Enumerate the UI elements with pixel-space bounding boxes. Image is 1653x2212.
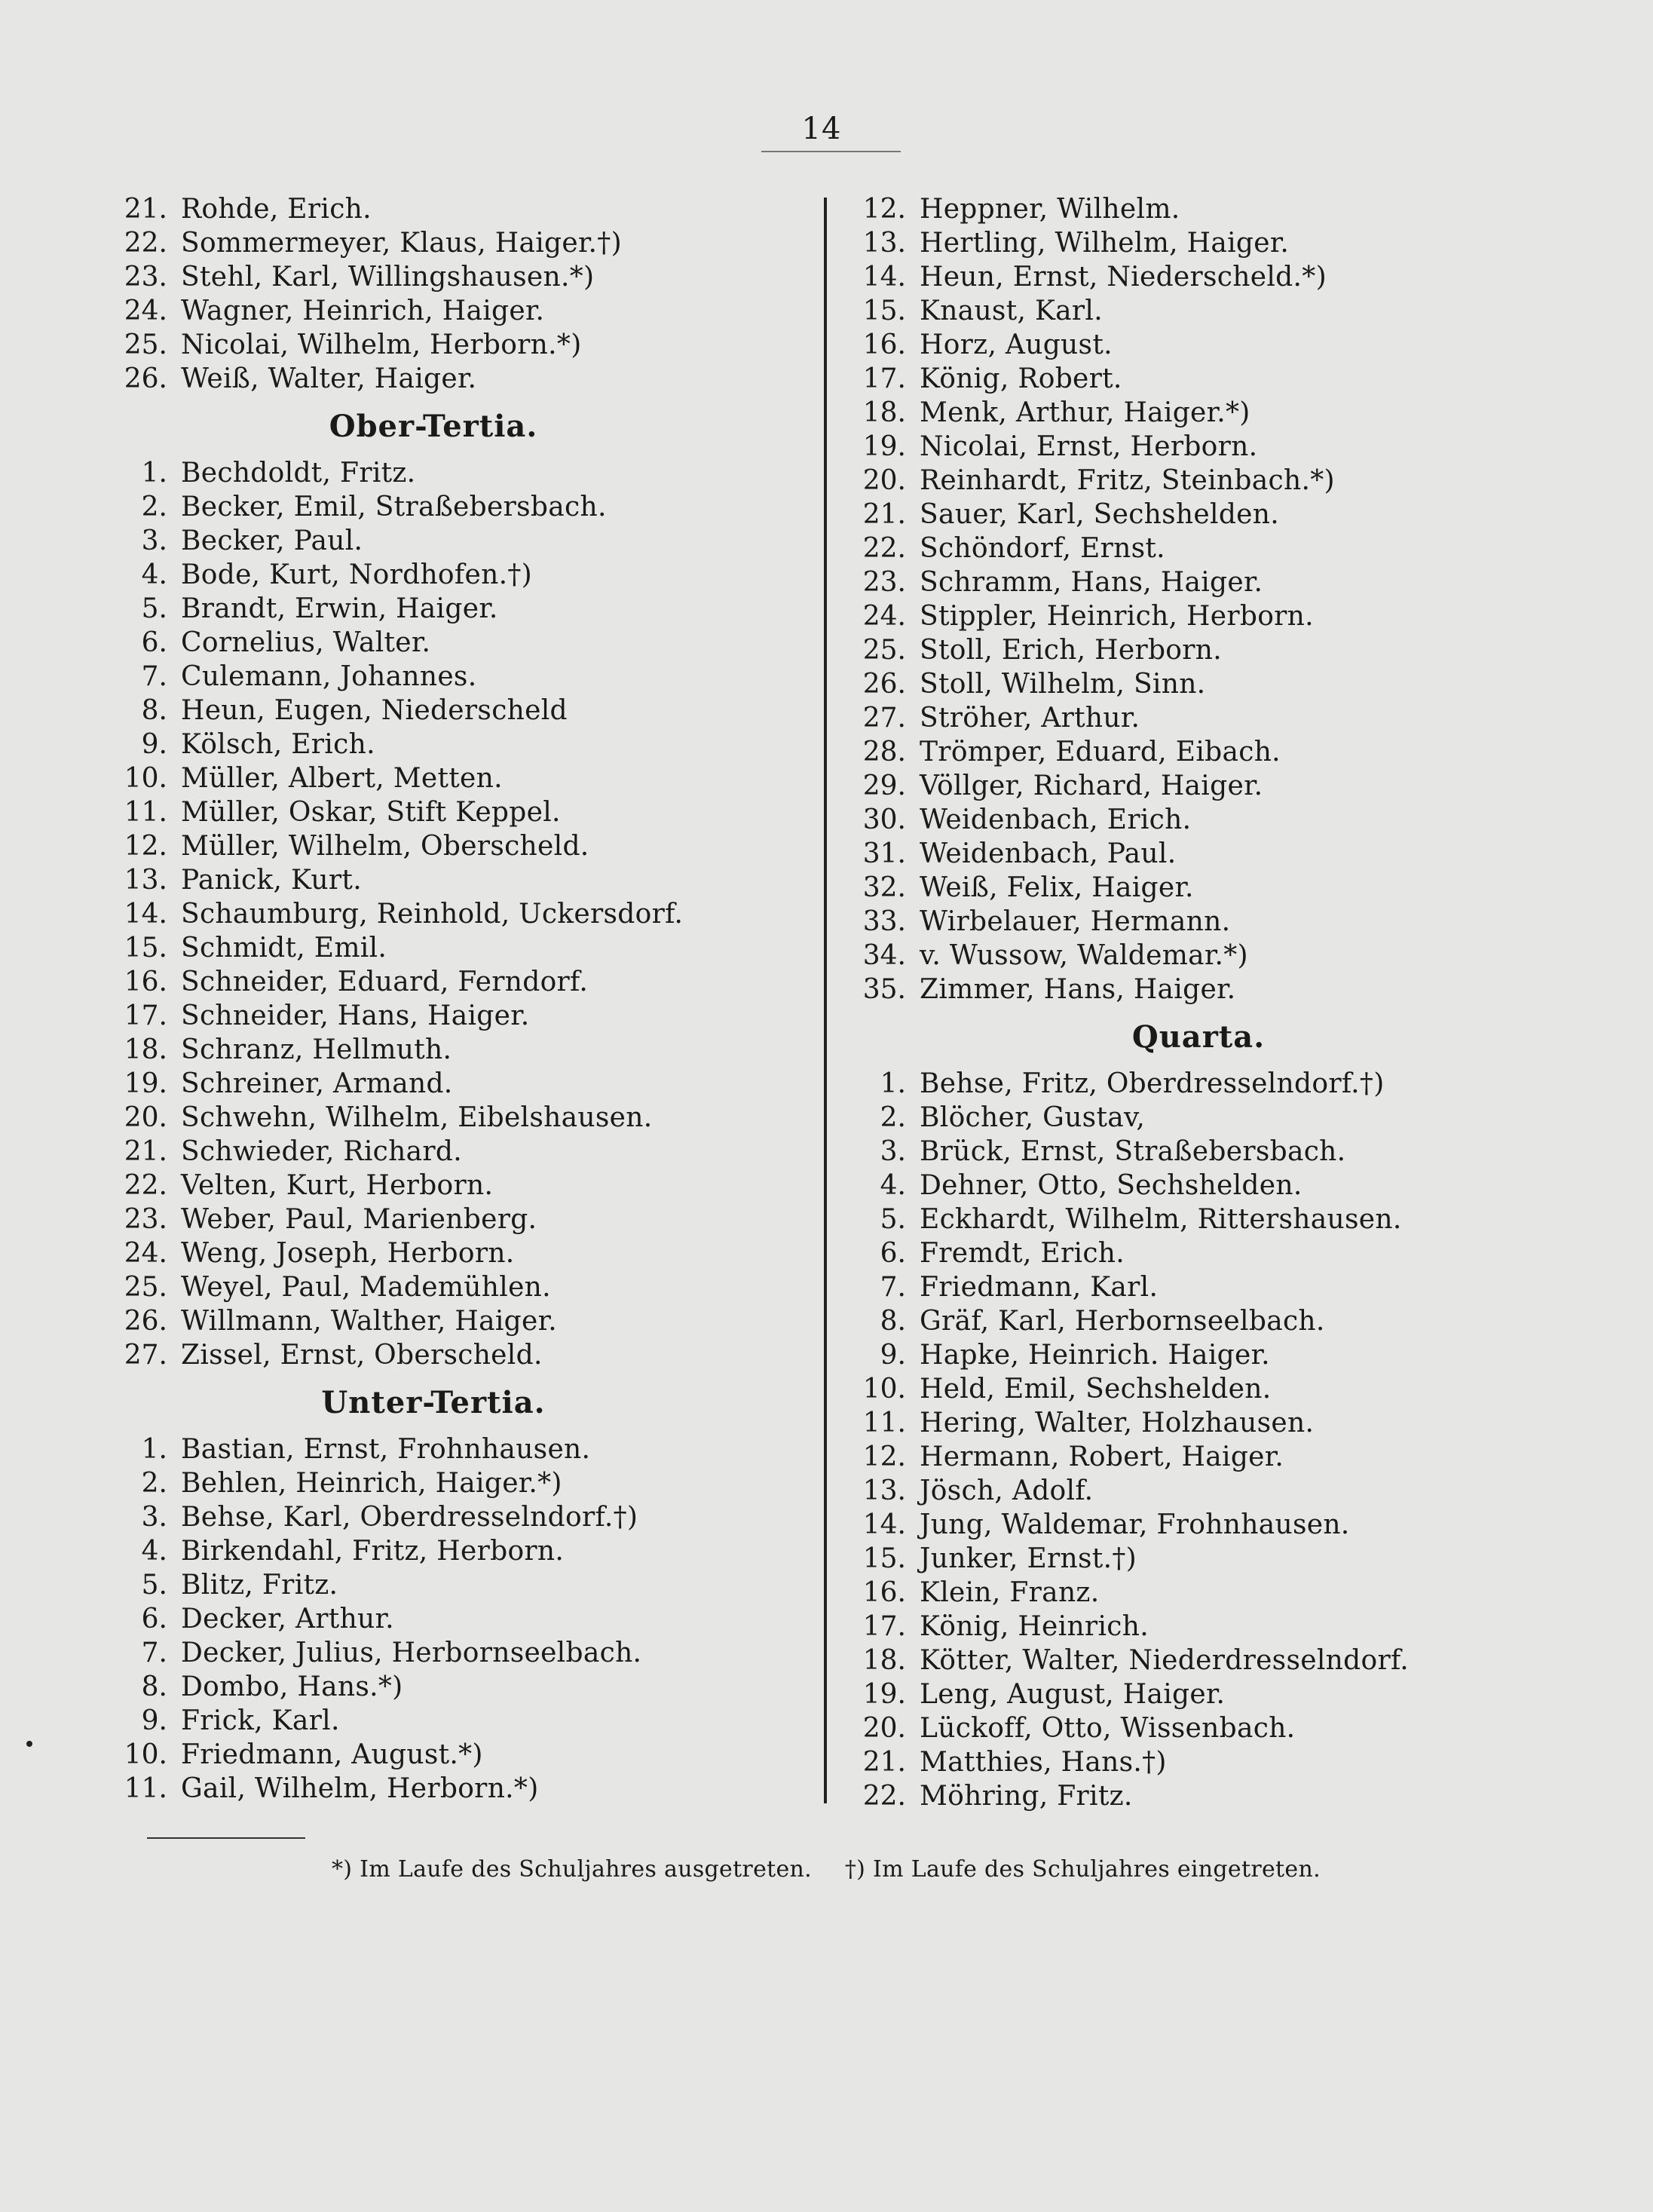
list-item — [837, 837, 1606, 871]
entry-number: 3. — [141, 525, 167, 556]
list-item — [837, 532, 1606, 565]
list-item — [98, 1203, 799, 1236]
list-item — [837, 1644, 1606, 1677]
list-item — [98, 965, 799, 999]
entry-number: 29. — [862, 771, 906, 801]
entry-name: Weiß, Walter, Haiger. — [181, 363, 477, 394]
entry-number: 11. — [862, 1408, 906, 1438]
list-item — [837, 565, 1606, 599]
entry-number: 12. — [124, 831, 167, 862]
list-item — [98, 999, 799, 1033]
list-item — [98, 1704, 799, 1738]
list-item — [98, 863, 799, 897]
right-column — [837, 192, 1606, 1813]
entry-number: 22. — [124, 228, 167, 259]
list-item — [98, 524, 799, 558]
entry-number: 22. — [862, 533, 906, 564]
list-item — [837, 1338, 1606, 1372]
footnote — [332, 1856, 1346, 1883]
list-item — [837, 905, 1606, 939]
list-item — [98, 829, 799, 863]
entry-name: Bode, Kurt, Nordhofen.†) — [181, 559, 533, 590]
entry-name: Knaust, Karl. — [920, 296, 1103, 326]
list-item — [98, 1738, 799, 1772]
list-item — [837, 1270, 1606, 1304]
entry-number: 35. — [862, 974, 906, 1005]
list-item — [98, 694, 799, 728]
entry-number: 9. — [880, 1340, 906, 1371]
list-item — [98, 294, 799, 328]
list-item — [837, 1508, 1606, 1542]
entry-name: Nicolai, Wilhelm, Herborn.*) — [181, 329, 582, 360]
list-item — [837, 939, 1606, 973]
entry-number: 7. — [141, 1638, 167, 1668]
entry-number: 12. — [862, 194, 906, 225]
list-item — [837, 1169, 1606, 1203]
column-divider — [824, 198, 827, 1803]
list-item — [98, 260, 799, 294]
entry-number: 1. — [141, 458, 167, 489]
entry-number: 34. — [862, 940, 906, 971]
list-item — [837, 1304, 1606, 1338]
entry-number: 27. — [124, 1340, 167, 1371]
entry-number: 23. — [124, 262, 167, 293]
entry-name: Bechdoldt, Fritz. — [181, 458, 416, 489]
entry-number: 7. — [880, 1272, 906, 1303]
entry-name: Horz, August. — [920, 329, 1113, 360]
entry-number: 23. — [862, 567, 906, 598]
list-item — [837, 260, 1606, 294]
list-item — [837, 667, 1606, 701]
list-item — [837, 226, 1606, 260]
entry-name: Gräf, Karl, Herbornseelbach. — [920, 1306, 1325, 1337]
entry-number: 21. — [862, 1747, 906, 1778]
list-item — [837, 1440, 1606, 1474]
entry-name: Velten, Kurt, Herborn. — [181, 1170, 494, 1201]
entry-name: Weyel, Paul, Mademühlen. — [181, 1272, 551, 1303]
entry-number: 26. — [862, 669, 906, 700]
entry-number: 10. — [124, 1739, 167, 1770]
list-item — [98, 1432, 799, 1466]
entry-name: Wirbelauer, Hermann. — [920, 906, 1231, 937]
entry-number: 16. — [862, 329, 906, 360]
entry-number: 15. — [862, 1543, 906, 1574]
entry-name: Völlger, Richard, Haiger. — [920, 771, 1263, 801]
list-item — [98, 728, 799, 761]
entry-name: Becker, Emil, Straßebersbach. — [181, 492, 607, 522]
entry-name: Möhring, Fritz. — [920, 1781, 1133, 1812]
entry-number: 24. — [124, 1238, 167, 1269]
list-item — [98, 660, 799, 694]
list-item — [837, 1236, 1606, 1270]
list-item — [837, 464, 1606, 498]
list-item — [98, 897, 799, 931]
list-item — [837, 328, 1606, 362]
entry-name: Zimmer, Hans, Haiger. — [920, 974, 1236, 1005]
entry-name: Zissel, Ernst, Oberscheld. — [181, 1340, 543, 1371]
entry-number: 1. — [880, 1068, 906, 1099]
list-item — [98, 1169, 799, 1203]
entry-name: Schwehn, Wilhelm, Eibelshausen. — [181, 1102, 653, 1133]
list-item — [98, 931, 799, 965]
entry-number: 17. — [124, 1000, 167, 1031]
list-item — [837, 599, 1606, 633]
entry-name: Jösch, Adolf. — [920, 1475, 1094, 1506]
entry-name: Schneider, Hans, Haiger. — [181, 1000, 530, 1031]
entry-number: 15. — [862, 296, 906, 326]
entry-number: 2. — [141, 492, 167, 522]
entry-name: König, Heinrich. — [920, 1611, 1149, 1642]
footnote-right: †) Im Laufe des Schuljahres eingetreten. — [844, 1856, 1321, 1883]
entry-name: Held, Emil, Sechshelden. — [920, 1374, 1272, 1405]
entry-name: Birkendahl, Fritz, Herborn. — [181, 1536, 565, 1567]
entry-name: Hering, Walter, Holzhausen. — [920, 1408, 1315, 1438]
list-item — [98, 1101, 799, 1135]
list-item — [98, 456, 799, 490]
entry-name: Dehner, Otto, Sechshelden. — [920, 1170, 1303, 1201]
list-item — [98, 1304, 799, 1338]
entry-number: 4. — [141, 559, 167, 590]
list-item — [98, 1636, 799, 1670]
entry-number: 14. — [862, 262, 906, 293]
entry-number: 28. — [862, 737, 906, 767]
entry-name: Schneider, Eduard, Ferndorf. — [181, 967, 589, 997]
entry-number: 9. — [141, 1705, 167, 1736]
list-item — [837, 1677, 1606, 1711]
entry-name: Brück, Ernst, Straßebersbach. — [920, 1136, 1346, 1167]
entry-name: Lückoff, Otto, Wissenbach. — [920, 1713, 1296, 1744]
entry-name: Müller, Wilhelm, Oberscheld. — [181, 831, 589, 862]
entry-number: 20. — [124, 1102, 167, 1133]
entry-number: 14. — [124, 899, 167, 930]
entry-number: 21. — [124, 194, 167, 225]
entry-number: 16. — [124, 967, 167, 997]
entry-name: Hapke, Heinrich. Haiger. — [920, 1340, 1270, 1371]
entry-name: Decker, Julius, Herbornseelbach. — [181, 1638, 642, 1668]
list-item — [98, 490, 799, 524]
entry-name: Hertling, Wilhelm, Haiger. — [920, 228, 1290, 259]
list-item — [837, 294, 1606, 328]
entry-number: 27. — [862, 703, 906, 734]
entry-number: 19. — [862, 431, 906, 462]
entry-name: Heun, Ernst, Niederscheld.*) — [920, 262, 1327, 293]
heading-quarta: Quarta. — [1131, 1019, 1266, 1055]
entry-name: Culemann, Johannes. — [181, 661, 477, 692]
entry-name: Reinhardt, Fritz, Steinbach.*) — [920, 465, 1335, 496]
quarta-list — [837, 1067, 1606, 1813]
entry-name: Schwieder, Richard. — [181, 1136, 462, 1167]
list-item — [98, 1602, 799, 1636]
entry-number: 6. — [141, 1604, 167, 1634]
entry-number: 3. — [880, 1136, 906, 1167]
list-item — [837, 973, 1606, 1006]
list-item — [837, 1576, 1606, 1610]
entry-number: 26. — [124, 1306, 167, 1337]
list-item — [837, 1203, 1606, 1236]
heading-unter-tertia: Unter-Tertia. — [321, 1384, 546, 1420]
entry-number: 4. — [141, 1536, 167, 1567]
entry-number: 21. — [862, 499, 906, 530]
entry-number: 6. — [141, 627, 167, 658]
left-continued-list — [98, 192, 799, 396]
entry-name: Weng, Joseph, Herborn. — [181, 1238, 515, 1269]
list-item — [98, 1270, 799, 1304]
entry-name: Weidenbach, Paul. — [920, 838, 1177, 869]
entry-name: König, Robert. — [920, 363, 1122, 394]
entry-name: Stehl, Karl, Willingshausen.*) — [181, 262, 595, 293]
entry-number: 9. — [141, 729, 167, 760]
entry-number: 8. — [141, 695, 167, 726]
entry-name: Sommermeyer, Klaus, Haiger.†) — [181, 228, 622, 259]
entry-number: 5. — [880, 1204, 906, 1235]
entry-name: Schranz, Hellmuth. — [181, 1034, 452, 1065]
entry-name: Frick, Karl. — [181, 1705, 340, 1736]
entry-name: Blitz, Fritz. — [181, 1570, 338, 1601]
entry-name: Panick, Kurt. — [181, 865, 362, 896]
list-item — [837, 1372, 1606, 1406]
entry-number: 13. — [124, 865, 167, 896]
entry-number: 12. — [862, 1441, 906, 1472]
entry-number: 10. — [862, 1374, 906, 1405]
list-item — [837, 1135, 1606, 1169]
list-item — [837, 362, 1606, 396]
list-item — [98, 626, 799, 660]
list-item — [837, 1067, 1606, 1101]
entry-name: Klein, Franz. — [920, 1577, 1100, 1608]
heading-ober-tertia: Ober-Tertia. — [329, 408, 538, 444]
entry-name: Schaumburg, Reinhold, Uckersdorf. — [181, 899, 684, 930]
entry-number: 13. — [862, 1475, 906, 1506]
list-item — [98, 1466, 799, 1500]
list-item — [98, 1338, 799, 1372]
entry-name: Eckhardt, Wilhelm, Rittershausen. — [920, 1204, 1402, 1235]
entry-number: 30. — [862, 804, 906, 835]
entry-name: Decker, Arthur. — [181, 1604, 394, 1634]
unter-tertia-list — [98, 1432, 799, 1806]
list-item — [837, 1406, 1606, 1440]
entry-name: Sauer, Karl, Sechshelden. — [920, 499, 1279, 530]
list-item — [98, 192, 799, 226]
entry-number: 23. — [124, 1204, 167, 1235]
entry-number: 20. — [862, 465, 906, 496]
entry-number: 26. — [124, 363, 167, 394]
list-item — [98, 761, 799, 795]
list-item — [98, 795, 799, 829]
entry-number: 3. — [141, 1502, 167, 1533]
list-item — [98, 1534, 799, 1568]
entry-name: Trömper, Eduard, Eibach. — [920, 737, 1281, 767]
list-item — [98, 558, 799, 592]
entry-name: Friedmann, Karl. — [920, 1272, 1159, 1303]
list-item — [837, 769, 1606, 803]
entry-number: 5. — [141, 1570, 167, 1601]
entry-number: 18. — [862, 397, 906, 428]
footnote-left: *) Im Laufe des Schuljahres ausgetreten. — [332, 1856, 812, 1883]
entry-number: 25. — [862, 635, 906, 666]
list-item — [98, 1135, 799, 1169]
entry-name: Leng, August, Haiger. — [920, 1679, 1226, 1710]
list-item — [837, 803, 1606, 837]
entry-number: 2. — [141, 1468, 167, 1499]
entry-name: Heppner, Wilhelm. — [920, 194, 1180, 225]
left-column — [98, 192, 799, 1806]
entry-name: Behse, Karl, Oberdresselndorf.†) — [181, 1502, 638, 1533]
list-item — [98, 1067, 799, 1101]
entry-name: Rohde, Erich. — [181, 194, 372, 225]
entry-number: 19. — [862, 1679, 906, 1710]
entry-number: 8. — [141, 1671, 167, 1702]
entry-name: Blöcher, Gustav, — [920, 1102, 1146, 1133]
entry-name: Nicolai, Ernst, Herborn. — [920, 431, 1258, 462]
entry-number: 7. — [141, 661, 167, 692]
entry-number: 25. — [124, 329, 167, 360]
entry-number: 33. — [862, 906, 906, 937]
entry-number: 4. — [880, 1170, 906, 1201]
entry-number: 32. — [862, 872, 906, 903]
entry-name: Willmann, Walther, Haiger. — [181, 1306, 557, 1337]
entry-name: Bastian, Ernst, Frohnhausen. — [181, 1434, 591, 1465]
list-item — [837, 498, 1606, 532]
ink-speck — [26, 1741, 32, 1747]
entry-name: Müller, Albert, Metten. — [181, 763, 503, 794]
list-item — [837, 735, 1606, 769]
list-item — [98, 1670, 799, 1704]
entry-name: Kötter, Walter, Niederdresselndorf. — [920, 1645, 1410, 1676]
list-item — [98, 1500, 799, 1534]
entry-number: 19. — [124, 1068, 167, 1099]
entry-name: Menk, Arthur, Haiger.*) — [920, 397, 1250, 428]
entry-number: 14. — [862, 1509, 906, 1540]
list-item — [98, 1772, 799, 1806]
list-item — [837, 871, 1606, 905]
entry-name: Kölsch, Erich. — [181, 729, 375, 760]
footnote-rule — [147, 1837, 305, 1839]
entry-name: Müller, Oskar, Stift Keppel. — [181, 797, 561, 828]
entry-name: Behlen, Heinrich, Haiger.*) — [181, 1468, 562, 1499]
entry-name: Schmidt, Emil. — [181, 933, 387, 964]
list-item — [98, 1033, 799, 1067]
entry-number: 11. — [124, 797, 167, 828]
entry-name: Behse, Fritz, Oberdresselndorf.†) — [920, 1068, 1385, 1099]
entry-name: Dombo, Hans.*) — [181, 1671, 403, 1702]
ober-tertia-list — [98, 456, 799, 1372]
entry-name: Matthies, Hans.†) — [920, 1747, 1167, 1778]
list-item — [98, 362, 799, 396]
list-item — [837, 430, 1606, 464]
entry-number: 8. — [880, 1306, 906, 1337]
list-item — [837, 1745, 1606, 1779]
entry-number: 31. — [862, 838, 906, 869]
header-rule — [761, 151, 901, 152]
entry-number: 18. — [862, 1645, 906, 1676]
list-item — [837, 396, 1606, 430]
entry-name: Cornelius, Walter. — [181, 627, 431, 658]
entry-name: Becker, Paul. — [181, 525, 363, 556]
entry-name: Gail, Wilhelm, Herborn.*) — [181, 1773, 539, 1804]
entry-name: Friedmann, August.*) — [181, 1739, 483, 1770]
entry-number: 16. — [862, 1577, 906, 1608]
entry-name: v. Wussow, Waldemar.*) — [920, 940, 1248, 971]
entry-number: 15. — [124, 933, 167, 964]
entry-number: 6. — [880, 1238, 906, 1269]
entry-name: Weiß, Felix, Haiger. — [920, 872, 1194, 903]
entry-number: 13. — [862, 228, 906, 259]
list-item — [98, 592, 799, 626]
entry-number: 1. — [141, 1434, 167, 1465]
list-item — [837, 1474, 1606, 1508]
entry-number: 24. — [862, 601, 906, 632]
entry-number: 11. — [124, 1773, 167, 1804]
entry-name: Hermann, Robert, Haiger. — [920, 1441, 1284, 1472]
entry-number: 25. — [124, 1272, 167, 1303]
list-item — [837, 1779, 1606, 1813]
entry-name: Stippler, Heinrich, Herborn. — [920, 601, 1314, 632]
entry-name: Weidenbach, Erich. — [920, 804, 1192, 835]
list-item — [837, 1542, 1606, 1576]
entry-number: 17. — [862, 1611, 906, 1642]
list-item — [837, 1711, 1606, 1745]
entry-name: Wagner, Heinrich, Haiger. — [181, 296, 545, 326]
list-item — [98, 1568, 799, 1602]
entry-number: 22. — [124, 1170, 167, 1201]
entry-number: 10. — [124, 763, 167, 794]
entry-name: Junker, Ernst.†) — [920, 1543, 1137, 1574]
entry-name: Brandt, Erwin, Haiger. — [181, 593, 498, 624]
list-item — [98, 1236, 799, 1270]
entry-name: Jung, Waldemar, Frohnhausen. — [920, 1509, 1350, 1540]
entry-name: Schöndorf, Ernst. — [920, 533, 1165, 564]
list-item — [837, 1610, 1606, 1644]
entry-name: Schreiner, Armand. — [181, 1068, 453, 1099]
entry-number: 21. — [124, 1136, 167, 1167]
entry-name: Heun, Eugen, Niederscheld — [181, 695, 568, 726]
entry-number: 22. — [862, 1781, 906, 1812]
entry-name: Weber, Paul, Marienberg. — [181, 1204, 537, 1235]
entry-number: 2. — [880, 1102, 906, 1133]
entry-name: Schramm, Hans, Haiger. — [920, 567, 1263, 598]
list-item — [98, 328, 799, 362]
entry-number: 18. — [124, 1034, 167, 1065]
list-item — [98, 226, 799, 260]
list-item — [837, 633, 1606, 667]
entry-number: 24. — [124, 296, 167, 326]
entry-number: 20. — [862, 1713, 906, 1744]
entry-number: 17. — [862, 363, 906, 394]
right-continued-list — [837, 192, 1606, 1006]
list-item — [837, 701, 1606, 735]
entry-name: Ströher, Arthur. — [920, 703, 1140, 734]
entry-name: Stoll, Wilhelm, Sinn. — [920, 669, 1206, 700]
entry-name: Stoll, Erich, Herborn. — [920, 635, 1223, 666]
list-item — [837, 192, 1606, 226]
list-item — [837, 1101, 1606, 1135]
entry-name: Fremdt, Erich. — [920, 1238, 1125, 1269]
entry-number: 5. — [141, 593, 167, 624]
